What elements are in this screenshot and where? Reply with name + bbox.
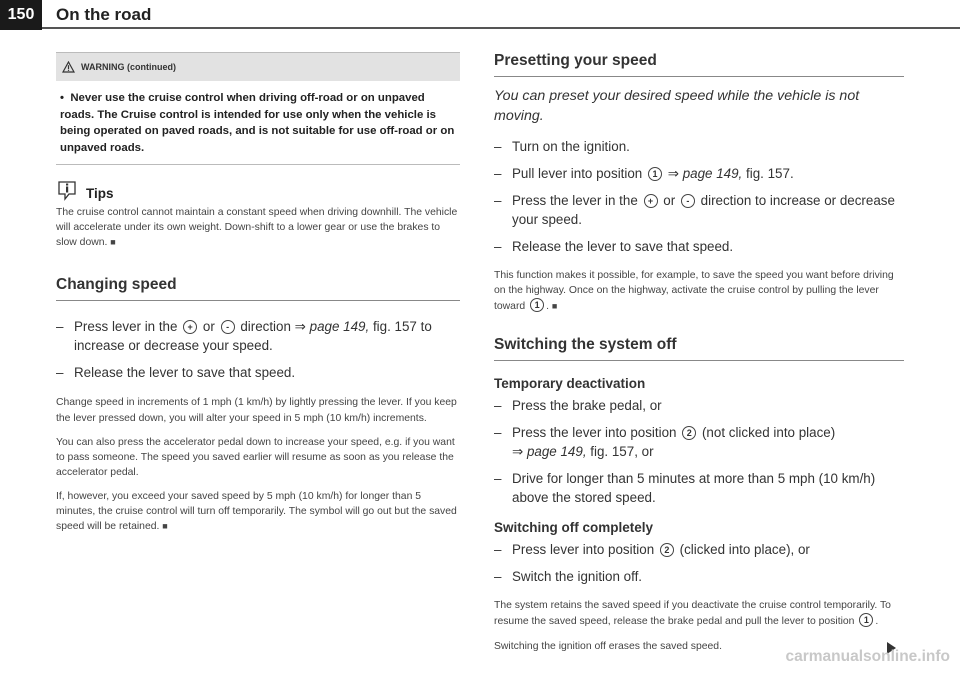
warning-box	[56, 52, 460, 165]
changing-steps	[56, 317, 460, 382]
right-column	[494, 52, 904, 654]
arrow-icon: ⇒	[667, 165, 679, 181]
header-rule	[42, 27, 960, 29]
end-of-section-icon: ■	[162, 521, 168, 531]
temporary-steps	[494, 396, 904, 507]
info-icon	[56, 179, 78, 201]
warning-header	[56, 53, 460, 81]
arrow-icon: ⇒	[512, 444, 524, 460]
warning-bullet-text: Never use the cruise control when driving off-road or on unpaved roads. The Cruise control is intended for use only when the vehicle is being operated on paved roads, and is not suitable for use off-road or on unpaved roads.	[60, 92, 455, 154]
tips-text: The cruise control cannot maintain a constant speed when driving downhill. The vehicle will accelerate under its own weight. Down-shift to a lower gear or use the brakes to slow down. ■	[56, 207, 458, 249]
left-column	[56, 52, 460, 534]
tips-header	[56, 179, 460, 201]
list-item: – Drive for longer than 5 minutes at more than 5 mph (10 km/h) above the stored speed.	[494, 469, 904, 507]
warning-triangle-icon	[62, 61, 75, 73]
subheading-completely: Switching off completely	[494, 520, 654, 536]
page-number: 150	[0, 0, 42, 30]
number-two-circle-icon: 2	[660, 543, 674, 557]
heading-changing-speed: Changing speed	[56, 276, 460, 301]
list-item: – Pull lever into position 1 ⇒ page 149, fig. 157.	[494, 164, 904, 183]
number-one-circle-icon: 1	[648, 167, 662, 181]
heading-presetting-speed: Presetting your speed	[494, 52, 904, 77]
bullet: •	[60, 92, 71, 104]
list-item: – Release the lever to save that speed.	[56, 363, 460, 382]
arrow-icon: ⇒	[294, 319, 306, 335]
paragraph: If, however, you exceed your saved speed by 5 mph (10 km/h) for longer than 5 minutes, the cruise control will turn off temporarily. The symbol will go out but the saved speed will be retained. ■	[56, 490, 457, 532]
warning-text	[56, 81, 460, 164]
intro-text: You can preset your desired speed while the vehicle is not moving.	[494, 88, 860, 124]
list-item: – Switch the ignition off.	[494, 567, 904, 586]
tips-label: Tips	[86, 185, 114, 201]
page-reference-link[interactable]: page 149,	[526, 444, 587, 460]
list-item: – Press lever in the + or - direction ⇒ page 149, fig. 157 to increase or decrease your speed.	[56, 317, 460, 355]
number-two-circle-icon: 2	[682, 426, 696, 440]
plus-circle-icon: +	[644, 194, 658, 208]
warning-heading: WARNING (continued)	[81, 62, 176, 72]
completely-steps	[494, 540, 904, 586]
minus-circle-icon: -	[681, 194, 695, 208]
list-item: – Turn on the ignition.	[494, 137, 904, 156]
paragraph: Switching the ignition off erases the saved speed.	[494, 639, 904, 654]
list-item: – Press the brake pedal, or	[494, 396, 904, 415]
watermark: carmanualsonline.info	[785, 648, 950, 665]
list-item: – Release the lever to save that speed.	[494, 237, 904, 256]
list-item: – Press lever into position 2 (clicked into place), or	[494, 540, 904, 559]
subheading-temporary: Temporary deactivation	[494, 376, 646, 392]
paragraph: Change speed in increments of 1 mph (1 km/h) by lightly pressing the lever. If you keep the lever pressed down, you will alter your speed in 5 mph (10 km/h) increments.	[56, 397, 457, 424]
minus-circle-icon: -	[221, 320, 235, 334]
end-of-section-icon: ■	[551, 301, 558, 312]
heading-switching-off: Switching the system off	[494, 336, 904, 361]
list-item: – Press the lever in the + or - direction to increase or decrease your speed.	[494, 191, 904, 229]
number-one-circle-icon: 1	[859, 613, 873, 627]
paragraph: This function makes it possible, for example, to save the speed you want before driving on the highway. Once on the highway, activate the cruise control by pulling the lever toward 1 . ■	[494, 269, 894, 313]
presetting-steps	[494, 137, 904, 256]
list-item: – Press the lever into position 2 (not clicked into place) ⇒ page 149, fig. 157, or	[494, 423, 904, 461]
section-title: On the road	[56, 5, 152, 24]
paragraph: You can also press the accelerator pedal down to increase your speed, e.g. if you want to pass someone. The speed you saved earlier will resume as soon as you release the accelerator pedal.	[56, 436, 455, 478]
paragraph: The system retains the saved speed if you deactivate the cruise control temporarily. To resume the saved speed, release the brake pedal and pull the lever to position 1 .	[494, 600, 891, 628]
page-header	[0, 0, 960, 34]
end-of-section-icon: ■	[110, 237, 116, 248]
plus-circle-icon: +	[183, 320, 197, 334]
page-reference-link[interactable]: page 149,	[682, 165, 743, 181]
number-one-circle-icon: 1	[530, 298, 544, 312]
page-reference-link[interactable]: page 149,	[309, 319, 370, 335]
